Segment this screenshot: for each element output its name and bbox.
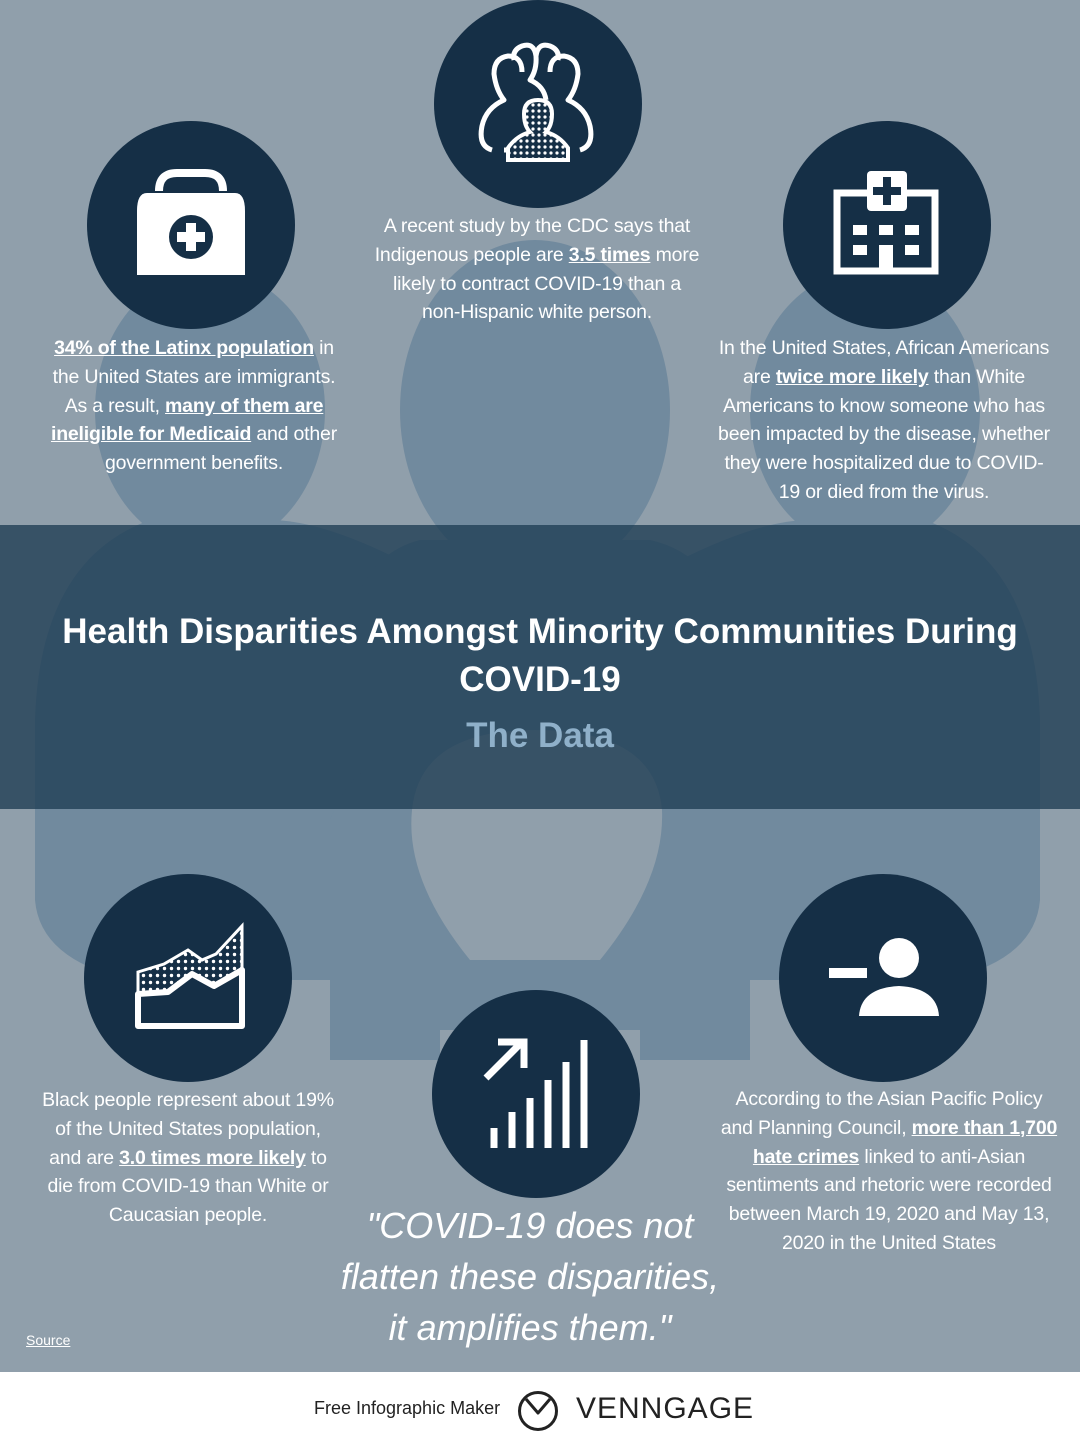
stat-black-post: to die from COVID-19 than White or Caucasian people. xyxy=(47,1146,329,1227)
remove-user-circle xyxy=(779,874,987,1082)
pull-quote: "COVID-19 does not flatten these disparities, it amplifies them." xyxy=(340,1205,720,1348)
stat-indigenous-pre: A recent study by the CDC says that Indigenous people are xyxy=(374,215,691,266)
stat-asian-post: linked to anti-Asian sentiments and rhetoric were recorded between March 19, 2020 and May 13, 2020 in the United States xyxy=(726,1145,1052,1254)
stat-black xyxy=(38,1086,338,1230)
stat-african-american-highlight[interactable]: twice more likely xyxy=(775,365,929,388)
stat-african-american xyxy=(714,334,1054,507)
growth-bars-circle xyxy=(432,990,640,1198)
stat-black-highlight[interactable]: 3.0 times more likely xyxy=(119,1146,306,1169)
stat-latinx-highlight-2[interactable]: many of them are ineligible for Medicaid xyxy=(50,394,324,446)
stat-african-american-post: than White Americans to know someone who has been impacted by the disease, whether they were hospitalized due to COVID-19 or died from the virus. xyxy=(718,365,1050,503)
stat-black-pre: Black people represent about 19% of the United States population, and are xyxy=(42,1089,334,1169)
area-chart-circle xyxy=(84,874,292,1082)
footer-brand[interactable]: VENNGAGE xyxy=(576,1392,755,1425)
source-link[interactable]: Source xyxy=(26,1332,71,1348)
page-subtitle: The Data xyxy=(466,716,614,755)
people-group-circle xyxy=(434,0,642,208)
area-chart-icon xyxy=(84,874,292,1082)
footer-tagline[interactable]: Free Infographic Maker xyxy=(314,1398,501,1418)
page-title: Health Disparities Amongst Minority Communities During COVID-19 xyxy=(62,612,1018,699)
stat-indigenous-highlight[interactable]: 3.5 times xyxy=(568,243,651,266)
hospital-circle xyxy=(783,121,991,329)
stat-latinx xyxy=(44,334,344,478)
hospital-icon xyxy=(783,121,991,329)
stat-asian xyxy=(720,1085,1058,1258)
stat-asian-highlight[interactable]: more than 1,700 hate crimes xyxy=(752,1116,1058,1168)
medical-bag-circle xyxy=(87,121,295,329)
stat-indigenous-post: more likely to contract COVID-19 than a non-Hispanic white person. xyxy=(393,243,700,324)
stat-latinx-post: and other government benefits. xyxy=(104,423,337,475)
stat-asian-pre: According to the Asian Pacific Policy and Planning Council, xyxy=(720,1088,1043,1139)
stat-latinx-highlight-1[interactable]: 34% of the Latinx population xyxy=(54,337,314,359)
people-group-icon xyxy=(434,0,642,208)
stat-latinx-mid: in the United States are immigrants. As a result, xyxy=(52,337,336,417)
stat-indigenous xyxy=(372,212,702,327)
growth-bars-icon xyxy=(432,990,640,1198)
stat-african-american-pre: In the United States, African Americans are xyxy=(718,337,1050,388)
medical-bag-icon xyxy=(87,121,295,329)
venngage-logo-icon[interactable] xyxy=(516,1389,560,1433)
remove-user-icon xyxy=(779,874,987,1082)
